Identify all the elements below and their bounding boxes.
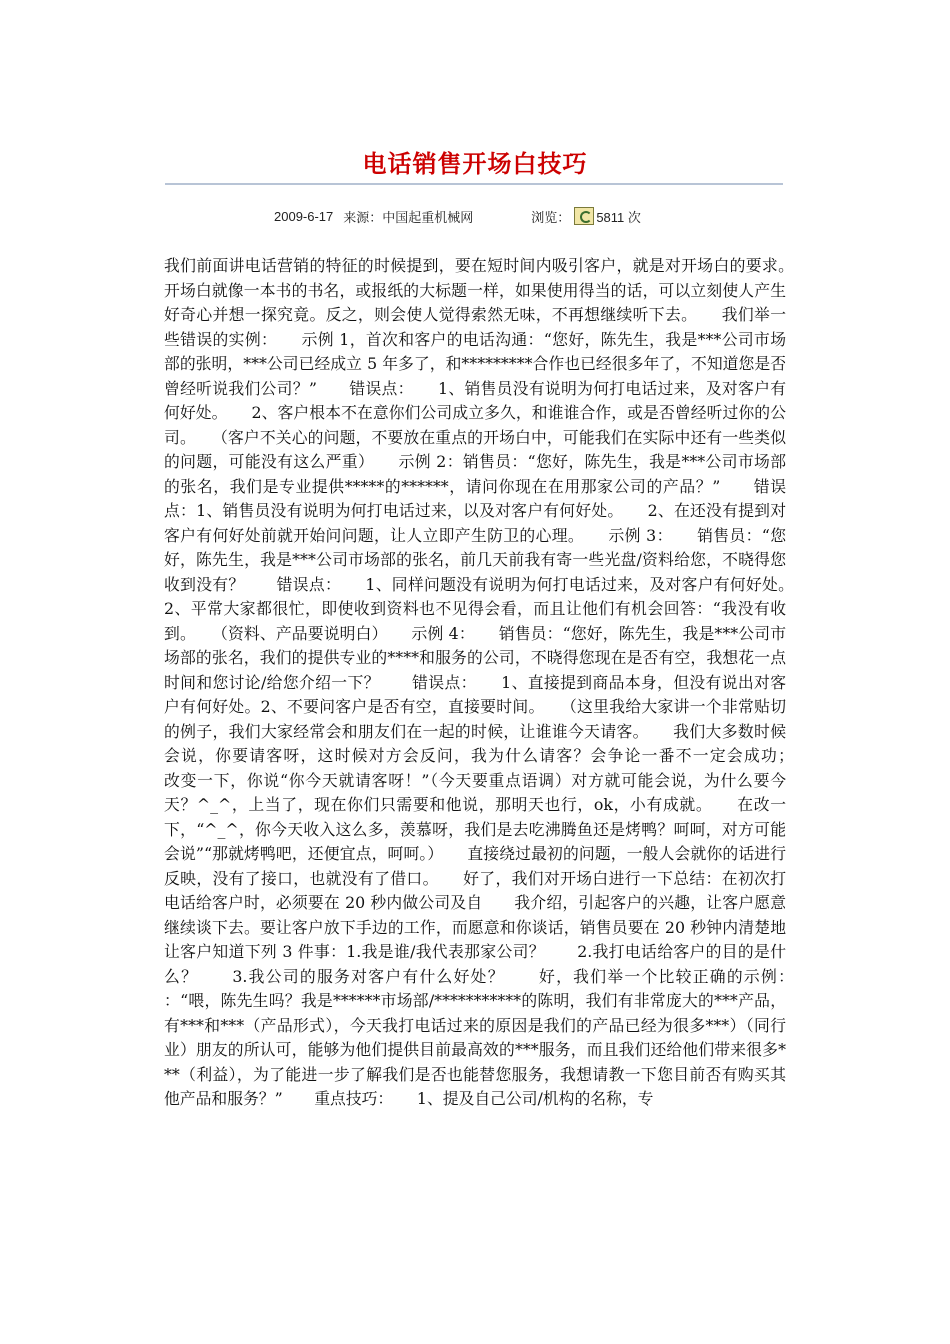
views-counter-icon xyxy=(574,207,594,225)
article-meta xyxy=(274,204,641,228)
article-source: 来源：中国起重机械网 xyxy=(343,210,474,226)
views-label: 浏览： xyxy=(531,210,571,226)
publish-date: 2009-6-17 xyxy=(274,208,334,224)
title-divider xyxy=(165,183,783,185)
article-body: 我们前面讲电话营销的特征的时候提到，要在短时间内吸引客户，就是对开场白的要求。 开场白就像一本书的书名，或报纸的大标题一样，如果使用得当的话，可以立刻使人产生好奇心并想一探究竟。反之，则会使人觉得索然无味，不再想继续听下去。 我们举一些错误的实例： 示例 1，首次和客户的电话沟通：“您好，陈先生，我是***公司市场部的张明，***公司已经成立 5 年多了，和*********合作也已经很多年了，不知道您是否曾经听说我们公司？” 错误点： 1、销售员没有说明为何打电话过来，及对客户有何好处。 2、客户根本不在意你们公司成立多久，和谁谁合作，或是否曾经听过你的公司。 （客户不关心的问题，不要放在重点的开场白中，可能我们在实际中还有一些类似的问题，可能没有这么严重） 示例 2：销售员：“您好，陈先生，我是***公司市场部的张名，我们是专业提供*****的******，请问你现在在用那家公司的产品？” 错误点：1、销售员没有说明为何打电话过来，以及对客户有何好处。 2、在还没有提到对客户有何好处前就开始问问题，让人立即产生防卫的心理。 示例 3： 销售员：“您好，陈先生，我是***公司市场部的张名，前几天前我有寄一些光盘/资料给您，不晓得您收到没有？ 错误点： 1、同样问题没有说明为何打电话过来，及对客户有何好处。 2、平常大家都很忙，即使收到资料也不见得会看，而且让他们有机会回答：“我没有收到。 （资料、产品要说明白） 示例 4： 销售员：“您好，陈先生，我是***公司市场部的张名，我们的提供专业的****和服务的公司，不晓得您现在是否有空，我想花一点时间和您讨论/给您介绍一下？ 错误点： 1、直接提到商品本身，但没有说出对客户有何好处。2、不要问客户是否有空，直接要时间。 （这里我给大家讲一个非常贴切的例子，我们大家经常会和朋友们在一起的时候，让谁谁今天请客。 我们大多数时候会说，你要请客呀，这时候对方会反问，我为什么请客？会争论一番不一定会成功； 改变一下，你说“你今天就请客呀！”（今天要重点语调）对方就可能会说，为什么要今天？^_^，上当了，现在你们只需要和他说，那明天也行，ok，小有成就。 在改一下，“^_^，你今天收入这么多，羡慕呀，我们是去吃沸腾鱼还是烤鸭？呵呵，对方可能会说”“那就烤鸭吧，还便宜点，呵呵。） 直接绕过最初的问题，一般人会就你的话进行反映，没有了接口，也就没有了借口。 好了，我们对开场白进行一下总结：在初次打电话给客户时，必须要在 20 秒内做公司及自 我介绍，引起客户的兴趣，让客户愿意继续谈下去。要让客户放下手边的工作，而愿意和你谈话，销售员要在 20 秒钟内清楚地让客户知道下列 3 件事：1.我是谁/我代表那家公司？ 2.我打电话给客户的目的是什么？ 3.我公司的服务对客户有什么好处？ 好，我们举一个比较正确的示例： ：“喂，陈先生吗？我是******市场部/***********的陈明，我们有非常庞大的***产品，有***和***（产品形式），今天我打电话过来的原因是我们的产品已经为很多***）（同行业）朋友的所认可，能够为他们提供目前最高效的***服务，而且我们还给他们带来很多***（利益），为了能进一步了解我们是否也能替您服务，我想请教一下您目前否有购买其他产品和服务？” 重点技巧： 1、提及自己公司/机构的名称，专 xyxy=(164,256,818,1108)
article-title: 电话销售开场白技巧 xyxy=(362,150,588,178)
views-count: 5811 次 xyxy=(596,209,641,225)
